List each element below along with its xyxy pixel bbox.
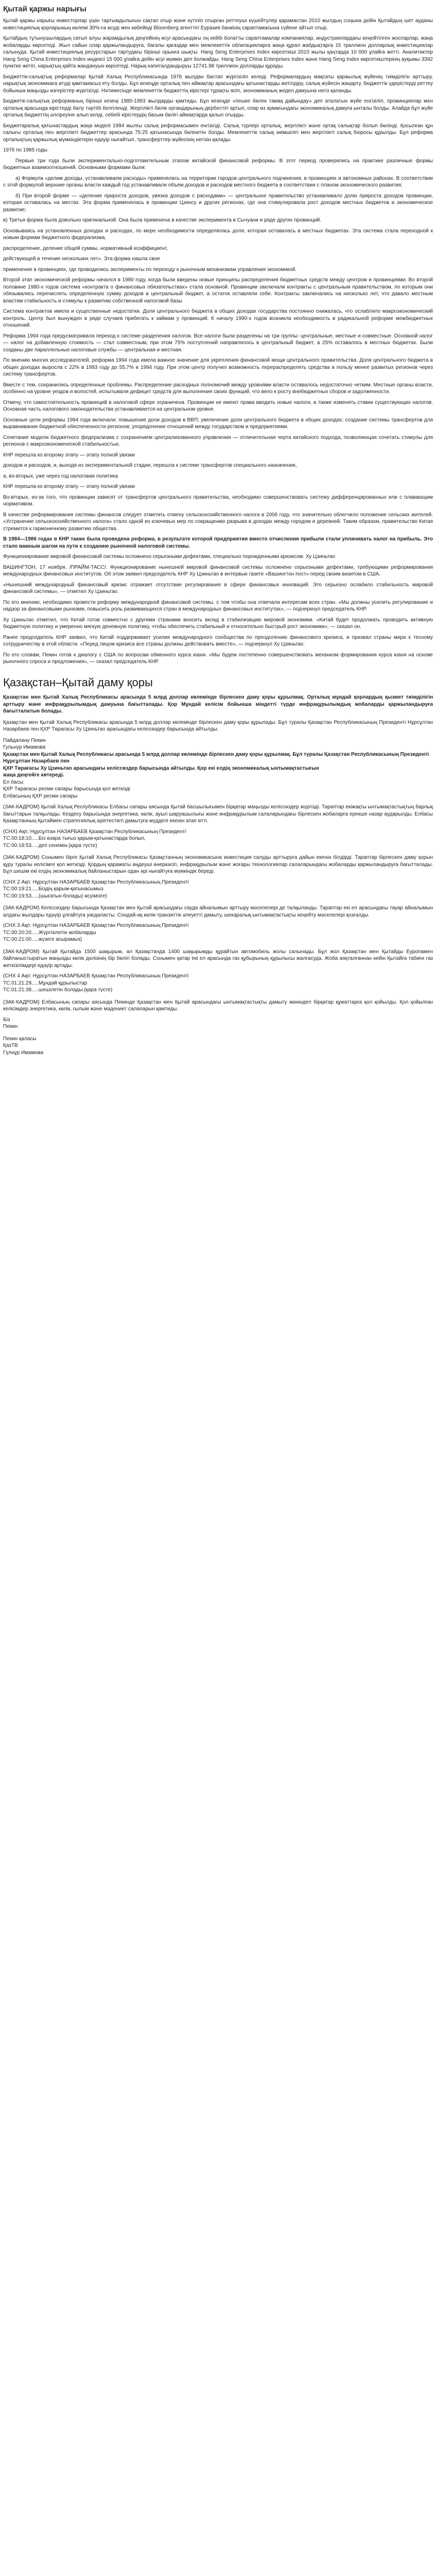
body-paragraph: Функционирование мировой финансовой системы осложнено серьезными дефектами, специально порожденными кризисом. Ху Цзиньтао: [3, 554, 336, 560]
news-paragraph: (ЗАК-КАДРОМ) Қытай Халық Республикасы Елбасы сапары аясында Қытай басшылығымен бірқатар маңызды келіссөздер жүргізді. Тараптар екіжақты ынтымақтастықтың барлық бағыттарын талқылады. Кездесу барысында энергетика, көлік, ауыл шаруашылығы және инфрақұрылым салаларындағы бірлескен жобаларға ерекше назар аударылды. Елбасы Қазақстанның Қытаймен стратегиялық әріптестікті дамытуға мүдделі екенін атап өтті.: [3, 804, 433, 824]
body-paragraph: Основные цели реформы 1994 года включали: повышение доли доходов в ВВП; увеличение доли центрального бюджета в общих доходах; создание системы трансфертов для выравнивания бюджетной обеспеченности регионов; упорядочение отношений между государством и предприятиями.: [3, 417, 433, 430]
news-paragraph: (ЗАК-КАДРОМ) Келіссөздер барысында Қазақстан мен Қытай арасындағы сауда айналымын арттыру мәселелері де талқыланды. Тараптар екі ел арасындағы тауар айналымын алдағы жылдары едәуір ұлғайтуға уағдаласты. Сондай-ақ көлік-транзиттік әлеуетті дамыту, шекаралық ынтымақтастықты кеңейту мәселелері қозғалды.: [3, 905, 433, 918]
body-paragraph: Вместе с тем, сохранились определенные проблемы. Распределение расходных полномочий между уровнями власти оставалось недостаточно четким. Местные органы власти, особенно на уровне уездов и волостей, испытывали дефицит средств для выполнения своих функций, что вело к росту внебюджетных сборов и задолженности.: [3, 382, 433, 395]
news-paragraph: (ЗАК-КАДРОМ) Сонымен бірге Қытай Халық Республикасы Қазақстанның экономикасына инвестиция салуды арттыруға дайын екенін білдірді. Тараптар бірлескен даму қорын құру туралы келісімге қол жеткізді. Қордың қаражаты өңдеуші өнеркәсіп, инфрақұрылым және жоғары технологиялар салаларындағы жобаларды қаржыландыруға бағытталады. Бұл шешім екі елдің экономикалық байланыстарын одан әрі нығайтуға мүмкіндік береді.: [3, 855, 433, 875]
article-2-body: [3, 694, 433, 1056]
body-paragraph: «Нынешний международный финансовый кризис отражает отсутствие регулирования в сфере финансовых инноваций. Это серьезно ослабило стабильность мировой финансовой системы», — отметил Ху Цзиньтао.: [3, 582, 433, 595]
body-paragraph: Второй этап экономической реформы начался в 1980 году, когда были введены новые принципы распределения бюджетных средств между центром и провинциями. Во второй половине 1980-х годов система «контракта о финансовых обязательствах» стала основной. Провинции заключали контракты с центральным правительством, по которым они обязывались перечислять определенную сумму доходов в центральный бюджет, а остаток оставляли себе. Контракты заключались на несколько лет, что давало местным властям стабильность и стимулы к развитию собственной налоговой базы.: [3, 277, 433, 304]
sync-line: (СНХ 3 Ақп: Нұрсұлтан НАЗАРБАЕВ Қазақстан Республикасының Президенті: [3, 923, 189, 929]
body-paragraph: применение в провинциях, где проводились эксперименты по переходу к рыночным механизмам управления экономикой.: [3, 266, 297, 273]
body-paragraph: Сочетание модели бюджетного федерализма с сохранением централизованного управления — отличительная черта китайского подхода, позволяющая сочетать стимулы для регионов с макроэкономической стабильностью.: [3, 434, 433, 448]
body-paragraph: По его словам, Пекин готов к диалогу с США по вопросам обменного курса юаня. «Мы будем постепенно совершенствовать механизм формирования курса юаня на основе рыночного спроса и предложения», — сказал председатель КНР.: [3, 652, 433, 665]
article-paragraph: Қытайдың тұтынушылардың сатып алуы жарамдылық деңгейінің өсуі арасындағы оң кейбі болатты сараптамалар компаниялар, индустриялардағы кеңейтілген жоспарлар, жаңа жобаларды көрсетеді. Жыл сайын олар қаржыландыруға, бағалы қағаздар мен мемлекеттік облигацияларға жаңа құрал жабдықтарға 15 триллион долларлық инвестициялар салынуда. Қытай инвестициялық ресурстарын тартудағы бірінші орынға шықты. Hang Seng Enterprises Index көрсеткіші 2010 жылы қаңтарда 10 000 ұпайға жетті. Аналитиктер Hang Seng China Enterprises Index индексі 15 000 ұпайға дейін өсуі мүмкін деп болжайды. Hang Seng China Enterprises Index және Hang Seng Index көрсеткіштерінің ауқымы 3392 пунктке жетіп, нарықтың қайта жандануын көрсетеді. Нарық капиталдандыруы 12741.98 триллион долларды құрады.: [3, 36, 433, 70]
body-paragraph: Отмечу, что самостоятельность провинций в налоговой сфере ограничена. Провинции не имеют права вводить новые налоги, а также изменять ставки существующих налогов. Основная часть налогового законодательства устанавливается на центральном уровне.: [3, 399, 433, 413]
timecode-line: ТС:00:21:00.....жүзеге асырамыз): [3, 937, 82, 943]
body-paragraph: По его мнению, необходимо провести реформу международной финансовой системы, с тем чтобы она отвечала интересам всех стран. «Мы должны усилить регулирование и надзор за финансовыми рынками, повысить роль развивающихся стран в международных финансовых институтах», — подчеркнул председатель КНР.: [3, 599, 433, 613]
body-paragraph: В качестве реформирования системы финансов следует отметить отмену сельскохозяйственного налога в 2006 году, что значительно облегчило положение сельских жителей. «Устранение сельскохозяйственного налога» стало одной из ключевых мер по сокращению разрыва в доходах между городом и деревней. Таким образом, правительство Китая стремится к гармоничному развитию общества.: [3, 512, 433, 532]
byline-line: ҚХР Төрағасы Ху Цзиньтао арасындағы келіссөздер барысында айтылды. Қор екі елдің экономикалық ынтымақтастығын: [3, 765, 319, 771]
article-body: [3, 18, 433, 666]
news-paragraph: (ЗАК-КАДРОМ) Қытай Қытайда 1500 шақырым, ал Қазақстанда 1400 шақырымды құрайтын автомобиль жолы салынады. Бұл жол Қазақстан мен Қытайды Еуропамен байланыстыратын маңызды көлік дәлізінің бір бөлігі болады. Сонымен қатар екі ел арасында газ құбырының құрылысы жалғасуда. Жоба аяқталғаннан кейін Қытайға табиғи газ жеткізілімдері едәуір артады.: [3, 948, 433, 969]
sync-line: (СНХ 4 Ақп: Нұрсұлтан НАЗАРБАЕВ Қазақстан Республикасының Президенті: [3, 973, 189, 979]
article-paragraph: Бюджеттік-салықтық реформалар Қытай Халық Республикасында 1978 жылдан бастап жүргізіліп келеді. Реформалардың мақсаты қаржылық жүйенің тиімділігін арттыру, нарықтық экономикаға өтуді қамтамасыз ету болды. Бұл кезеңде орталық пен аймақтар арасындағы қатынастарды жетілдіру, салық жүйесін жаңарту, бюджеттік үдерістерді реттеу бойынша маңызды өзгерістер жүргізілді. Нәтижесінде мемлекеттік бюджеттің кірістері тұрақты өсіп, экономиканың жедел дамуына негіз қаланды.: [3, 74, 433, 94]
sync-line: (СНХ 2 Ақп: Нұрсұлтан НАЗАРБАЕВ Қазақстан Республикасының Президенті: [3, 879, 189, 885]
timecode-line: ТС:00:20:20.....Жүргізілетін жобаларды: [3, 929, 96, 936]
timecode-line: ТС:00:18:10.....Біз өзара тығыз қарым-қатынастарда болып,: [3, 836, 146, 842]
timecode-line: ТС:00:19:53.....(шығатын болады) өсуімізге): [3, 893, 107, 899]
body-paragraph: в) Третья форма была довольно оригинальной. Она была применена в качестве эксперимента в Сычуани и ряде других провинций.: [3, 217, 321, 224]
body-paragraph: Основываясь на установленных доходах и расходах, по мере необходимости определялась доля, которая оставалась в местных бюджетах. Эта система стала переходной к новым формам бюджетного федерализма,: [3, 228, 433, 241]
body-paragraph: а) Формула «делим доходы, устанавливаем расходы» применялась на территории городов центрального подчинения, в провинциях и автономных районах. В соответствии с этой формулой верхние органы власти каждый год устанавливали объем доходов и расходов местного бюджета в соответствии с планом экономического развития;: [3, 175, 433, 189]
closing-paragraph: (ЗАК-КАДРОМ) Елбасының сапары аясында Пекинде Қазақстан мен Қытай арасындағы ынтымақтастықты дамыту жөніндегі бірқатар құжаттарға қол қойылды. Қол қойылған келісімдер энергетика, көлік, ғылым және мәдениет салаларын қамтиды.: [3, 999, 433, 1012]
body-paragraph: б) При второй форме — «деление прироста доходов, увязка доходов с расходами» — центральное правительство устанавливало долю прироста доходов провинции, которая оставалась на местах. Эта форма применялась в провинции Цзянсу и других регионах, где она стимулировала рост доходов местных бюджетов и экономическое развитие;: [3, 193, 433, 213]
byline-line: Пайдалану Пекин: [3, 737, 46, 743]
news-block: [3, 854, 433, 900]
body-paragraph: Ху Цзиньтао отметил, что Китай готов совместно с другими странами вносить вклад в стабилизацию мировой экономики. «Китай будет продолжать проводить активную бюджетную политику и умеренно мягкую денежную политику, чтобы обеспечить стабильный и относительно быстрый рост экономики», — сказал он.: [3, 617, 433, 630]
byline: [3, 737, 433, 800]
body-paragraph: Первые три года были экспериментально-подготовительным этапом китайской финансовой реформы. В этот период проверялись на практике различные формы бюджетных взаимоотношений. Основными формами были:: [3, 158, 433, 171]
body-paragraph: распределение, деление общей суммы, нормативный коэффициент,: [3, 245, 168, 251]
body-paragraph: Реформа 1994 года предусматривала переход к системе разделения налогов. Все налоги были разделены на три группы: центральные, местные и совместные. Основной налог — налог на добавленную стоимость — стал совместным, при этом 75% поступлений направлялось в центральный бюджет, а 25% оставалось в местных бюджетах. Были созданы две параллельные налоговые службы — центральная и местная.: [3, 333, 433, 353]
sync-line: (СНХ) Ақп: Нұрсұлтан НАЗАРБАЕВ Қазақстан Республикасының Президенті: [3, 828, 186, 835]
byline-line: Гульнур Имамова: [3, 744, 46, 751]
document-page: [0, 0, 436, 1070]
byline-line: Қазақстан мен Қытай Халық Республикасы арасында 5 млрд доллар көлемінде бірлескен даму қоры құрылмақ. Бұл туралы Қазақстан Республикасының Президенті Нұрсұлтан Назарбаев пен: [3, 751, 429, 765]
byline-line: Ел басы:: [3, 779, 25, 785]
channel-city: Пекин қаласы: [3, 1036, 37, 1042]
article-paragraph: 1976 по 1985 годы.: [3, 147, 49, 154]
body-paragraph: действующей в течение нескольких лет». Эта форма нашла свое: [3, 256, 160, 262]
channel-name: ҚазТВ: [3, 1043, 18, 1049]
timecode-line: ТС:00:19:21.....Біздің қарым-қатынасымыз: [3, 886, 103, 892]
body-paragraph: По мнению многих исследователей, реформа 1994 года имела важное значение для укрепления финансовой мощи центрального правительства. Доля центрального бюджета в общих доходах выросла с 22% в 1993 году до 55,7% в 1994 году. При этом центр получил возможность перераспределять средства в пользу менее развитых регионов через систему трансфертов.: [3, 358, 433, 378]
timecode-line: ТС:01:21:38.....шешілетін болады.(қара түсте): [3, 987, 113, 993]
channel-reporter: Гүлнұр Имамова: [3, 1049, 43, 1056]
body-paragraph: Во-вторых, из-за того, что провинции зависят от трансфертов центрального правительства, необходимо совершенствовать систему дифференцированных или с плавающим нормативом.: [3, 494, 433, 507]
body-paragraph: Ранее председатель КНР заявил, что Китай поддерживает усилия международного сообщества по преодолению финансового кризиса, и призвал страны мира к тесному сотрудничеству в этой области. «Перед лицом кризиса все страны должны действовать вместе», — подчеркнул Ху Цзиньтао.: [3, 634, 433, 648]
news-block: [3, 804, 433, 849]
article-paragraph: Бюджетаралық қатынастардың жаңа моделі 1994 жылғы салық реформасымен енгізілді. Салық түрлері орталық, жергілікті және ортақ салықтар болып бөлінді. Қосылған құн салығы орталық пен жергілікті бюджеттер арасында 75:25 қатынасында бөлінетін болды. Мемлекеттік салық әкімшілігі мен жергілікті салық бюросы құрылды. Бұл реформа орталықтың қаржылық мүмкіндіктерін едәуір нығайтып, трансферттер жүйесінің негізін қалады.: [3, 123, 433, 143]
body-paragraph: КНР перешла ко второму этапу — этапу полной увязки: [3, 452, 135, 458]
body-paragraph: Система контрактов имела и существенные недостатки. Доля центрального бюджета в общих доходах государства постоянно снижалась, что ослабляло макроэкономический контроль. Центр был вынужден в ряде случаев прибегать к займам у провинций. К началу 1990-х годов возникла необходимость в радикальной реформе межбюджетных отношений.: [3, 309, 433, 329]
closing-line: Пекин: [3, 1024, 18, 1030]
article-paragraph: Бюджетік-салықтық реформаның бірінші кезеңі 1980-1993 жылдарды қамтиды. Бұл кезеңде «пешке бөлек тамақ дайындау» деп аталатын жүйе енгізіліп, провинциялар мен орталық арасында кірістерді бөлу тәртібі белгіленді. Жергілікті билік органдарының дербестігі артып, олар өз аумағындағы экономикалық дамуға ынталы болды. Алайда бұл жүйе орталық бюджеттің әлсіреуіне алып келді, себебі кірістердің басым бөлігі аймақтарда қалып отырды.: [3, 98, 433, 118]
body-paragraph: доходов и расходов, и, выходя из экспериментальной стадии, перешла к системе трансфертов специального назначения,: [3, 463, 297, 469]
lead-paragraph-2: Қазақстан мен Қытай Халық Республикасы арасында 5 млрд доллар көлемінде бірлескен даму қоры құрылады. Бұл туралы Қазақстан Республикасының Президенті Нұрсұлтан Назарбаев пен ҚХР Төрағасы Ху Цзиньтао арасындағы келіссөздер барысында айтылды.: [3, 719, 433, 733]
subheading: В 1984—1986 годах в КНР также была проведена реформа, в результате которой предприятия вместо отчисления прибыли стали уплачивать налог на прибыль. Это стало важным шагом на пути к созданию рыночной налоговой системы.: [3, 536, 433, 549]
news-block: [3, 948, 433, 994]
byline-line: жаңа деңгейге көтереді.: [3, 772, 64, 778]
article-paragraph: Қытай қаржы нарығы инвесторлар үшін тартымдылығын сақтап отыр және күтіліп отырған реттеуші күшейтулер қарамастан 2010 жылдың соңына дейін Қытайдың шет ауданы инвестициялық қорларының көлемі 30%-ға өсуді мен көбейеді Bloomberg агенттігі Еуразия банкінің сараптамасына сүйене айтып отыр.: [3, 18, 433, 31]
body-paragraph: КНР перешла ко второму этапу — этапу полной увязки: [3, 484, 135, 490]
timecode-line: ТС:00:18:53.....деп сенемін.(қара түсте): [3, 842, 97, 849]
byline-line: Елбасының ҚХР ресми сапары: [3, 793, 78, 799]
byline-line: ҚХР Төрағасы ресми сапары барысында қол жеткізді: [3, 786, 130, 792]
section-title: Қазақстан–Қытай даму қоры: [3, 675, 153, 689]
article-title: Қытай қаржы нарығы: [3, 5, 86, 13]
lead-paragraph: Қазақстан мен Қытай Халық Республикасы арасында 5 млрд доллар көлемінде бірлескен даму қоры құрылмақ. Орталық мұндай қорлардың қызмет тиімділігін арттыру және инфрақұрылымдық дамуына бағытталады. Қор Мұндай келісім бойынша міндетті түрде инфрақұрылымдық жобаларды қаржыландыруға бағытталатын болады.: [3, 694, 433, 715]
body-paragraph: ВАШИНГТОН, 17 ноября. /ПРАЙМ-ТАСС/. Функционирование нынешней мировой финансовой системы осложнено серьезными дефектами, требующими реформирования международных финансовых институтов. Об этом заявил председатель КНР Ху Цзиньтао в интервью газете «Вашингтон пост» перед своим визитом в США.: [3, 564, 433, 578]
news-block: [3, 905, 433, 943]
body-paragraph: а, во-вторых, уже через год налоговая политика: [3, 473, 118, 479]
closing-line: Біз: [3, 1016, 10, 1023]
timecode-line: ТС:01:21:29.....Мұндай құрылыстар: [3, 980, 88, 986]
channel-signature: [3, 1036, 433, 1057]
